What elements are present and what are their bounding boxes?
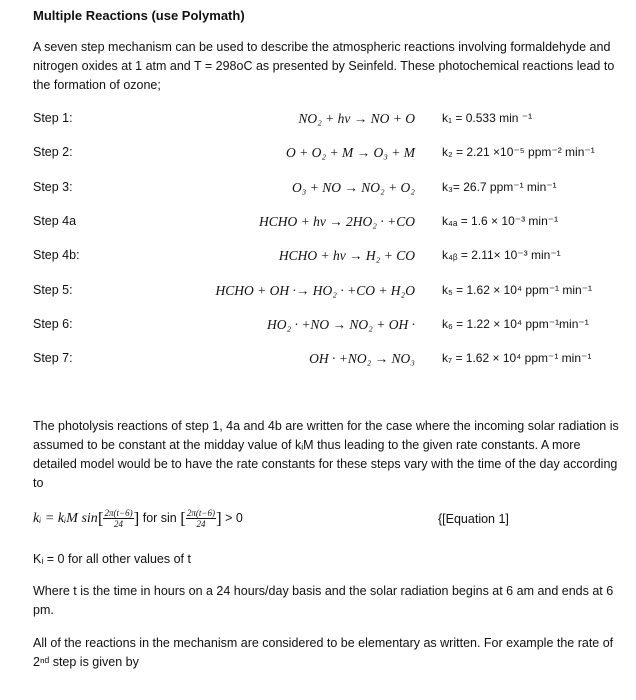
step-label: Step 4a [33,214,77,228]
rate-constant: k₂ = 2.21 ×10⁻⁵ ppm⁻² min⁻¹ [442,145,595,159]
equation-tag: {[Equation 1] [438,512,509,526]
rate-constant: k₄ᵦ = 2.11× 10⁻³ min⁻¹ [442,248,561,262]
step-label: Step 4b: [33,248,80,262]
reaction-step-row [33,214,633,234]
reaction-step-row [33,317,633,337]
rate-constant: k₄ₐ = 1.6 × 10⁻³ min⁻¹ [442,214,559,228]
reaction-step-row [33,351,633,371]
elementary-paragraph: All of the reactions in the mechanism are considered to be elementary as written. For example the rate of 2ⁿᵈ step is given by [33,636,614,669]
reaction-step-row [33,283,633,303]
equation-lhs: kᵢ = kᵢM sin [33,510,98,526]
fraction-numerator: 2π(t−6) [104,508,133,518]
fraction-denominator: 24 [114,519,124,529]
rate-constant: k₅ = 1.62 × 10⁴ ppm⁻¹ min⁻¹ [442,283,593,297]
step-label: Step 2: [33,145,73,159]
step-label: Step 7: [33,351,73,365]
equation-rhs: > 0 [225,510,243,525]
reaction-equation: OH · +NO₂ → NO₃ [309,351,415,366]
rate-constant: k₁ = 0.533 min ⁻¹ [442,111,533,125]
step-label: Step 5: [33,283,73,297]
reaction-step-row [33,248,633,268]
equation-condition: for sin [142,510,177,525]
page-title: Multiple Reactions (use Polymath) [33,8,245,23]
reaction-equation: NO₂ + hν → NO + O [298,111,415,126]
reaction-equation: O₃ + NO → NO₂ + O₂ [291,180,415,195]
reaction-step-row [33,111,633,131]
rate-constant: k₃= 26.7 ppm⁻¹ min⁻¹ [442,180,557,194]
fraction [186,508,216,529]
ki-zero-text: Kᵢ = 0 for all other values of t [33,552,191,566]
reaction-equation: O + O₂ + M → O₃ + M [286,145,415,160]
rate-constant: k₇ = 1.62 × 10⁴ ppm⁻¹ min⁻¹ [442,351,592,365]
reaction-equation: HCHO + OH ·→ HO₂ · +CO + H₂O [215,283,415,298]
reaction-step-row [33,145,633,165]
reaction-step-row [33,180,633,200]
rate-constant: k₆ = 1.22 × 10⁴ ppm⁻¹min⁻¹ [442,317,589,331]
reaction-equation: HO₂ · +NO → NO₂ + OH · [267,317,415,332]
reaction-equation: HCHO + hν → H₂ + CO [278,248,415,263]
reaction-equation: HCHO + hν → 2HO₂ · +CO [258,214,415,229]
fraction-numerator: 2π(t−6) [186,508,215,518]
step-label: Step 6: [33,317,73,331]
step-label: Step 3: [33,180,73,194]
photolysis-paragraph: The photolysis reactions of step 1, 4a and 4b are written for the case where the incoming solar radiation is assumed to be constant at the midday value of kᵢM thus leading to the given rate constants. A more detailed model would be to have the rate constants for these steps vary with the time of the day according to [33,419,619,490]
fraction-denominator: 24 [196,519,206,529]
fraction [103,508,133,529]
equation-1: kᵢ = kᵢM sin[ $\frac{2\pi(t-6)}{24}$ ] for sin [ $\frac{2\pi(t-6)}{24}$ ] > 0 {[Equation 1] [33,508,509,529]
intro-paragraph: A seven step mechanism can be used to describe the atmospheric reactions involving formaldehyde and nitrogen oxides at 1 atm and T = 298oC as presented by Seinfeld. These photochemical reactions lead to the formation of ozone; [33,40,615,92]
where-paragraph: Where t is the time in hours on a 24 hours/day basis and the solar radiation begins at 6 am and ends at 6 pm. [33,584,614,617]
step-label: Step 1: [33,111,73,125]
